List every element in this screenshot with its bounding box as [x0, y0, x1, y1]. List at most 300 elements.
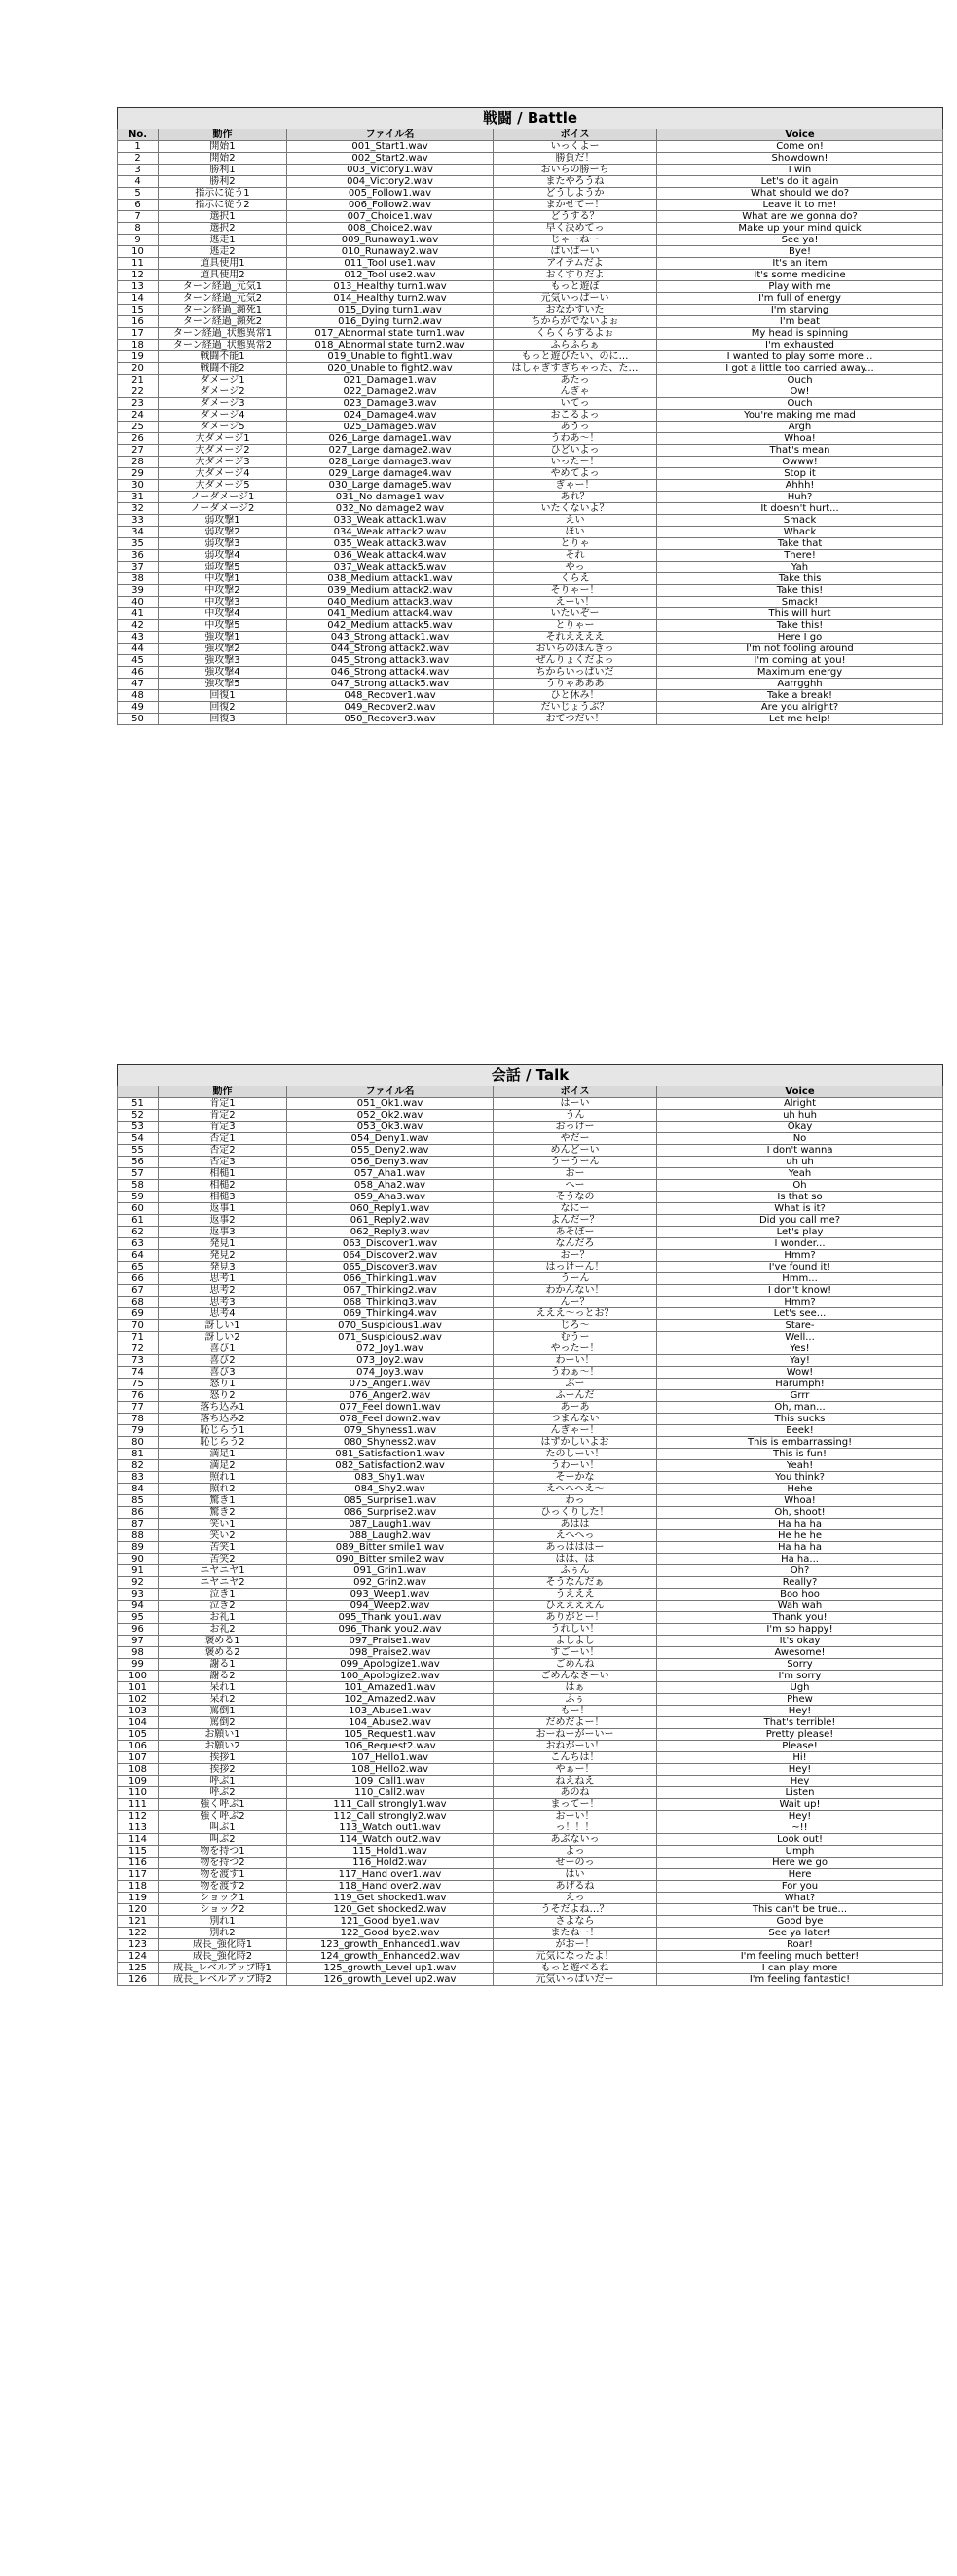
action-cell: ショック2 [159, 1904, 287, 1916]
voice-en-cell: Smack! [657, 597, 943, 608]
action-cell: 苦笑2 [159, 1554, 287, 1565]
voice-en-cell: Well... [657, 1332, 943, 1343]
voice-jp-cell: ばいばーい [494, 246, 657, 258]
row-number: 74 [118, 1367, 159, 1379]
voice-en-cell: Hmm... [657, 1273, 943, 1285]
voice-en-cell: I'm exhausted [657, 340, 943, 351]
voice-en-cell: What? [657, 1893, 943, 1904]
row-number: 50 [118, 714, 159, 725]
row-number: 47 [118, 679, 159, 690]
voice-jp-cell: なにー [494, 1203, 657, 1215]
voice-jp-cell: えーい！ [494, 597, 657, 608]
table-row [118, 1542, 943, 1554]
row-number: 21 [118, 375, 159, 386]
voice-en-cell: Yay! [657, 1355, 943, 1367]
action-cell: 泣き2 [159, 1601, 287, 1612]
row-number: 43 [118, 632, 159, 644]
action-cell: ターン経過_元気2 [159, 293, 287, 305]
voice-en-cell: Wow! [657, 1367, 943, 1379]
filename-cell: 036_Weak attack4.wav [287, 550, 494, 562]
action-cell: 笑い1 [159, 1519, 287, 1530]
table-row [118, 679, 943, 690]
table-row [118, 305, 943, 316]
filename-cell: 107_Hello1.wav [287, 1752, 494, 1764]
row-number: 104 [118, 1717, 159, 1729]
table-row [118, 608, 943, 620]
action-cell: 落ち込み1 [159, 1402, 287, 1414]
table-row [118, 1390, 943, 1402]
table-row [118, 632, 943, 644]
filename-cell: 124_growth_Enhanced2.wav [287, 1951, 494, 1963]
voice-en-cell: Let's see... [657, 1308, 943, 1320]
row-number: 121 [118, 1916, 159, 1928]
row-number: 56 [118, 1157, 159, 1168]
voice-en-cell: Awesome! [657, 1647, 943, 1659]
row-number: 111 [118, 1799, 159, 1811]
voice-en-cell: Ha ha ha [657, 1542, 943, 1554]
voice-jp-cell: はぁ [494, 1682, 657, 1694]
voice-jp-cell: どうする？ [494, 211, 657, 223]
voice-en-cell: I'm sorry [657, 1671, 943, 1682]
table-row [118, 1846, 943, 1858]
action-cell: 肯定1 [159, 1098, 287, 1110]
filename-cell: 063_Discover1.wav [287, 1238, 494, 1250]
voice-jp-cell: ありがとー！ [494, 1612, 657, 1624]
action-cell: 強く呼ぶ2 [159, 1811, 287, 1822]
table-row [118, 165, 943, 176]
voice-en-cell: Take a break! [657, 690, 943, 702]
action-cell: 挨拶1 [159, 1752, 287, 1764]
filename-cell: 012_Tool use2.wav [287, 270, 494, 281]
action-cell: 肯定3 [159, 1122, 287, 1133]
table-row [118, 433, 943, 445]
header-voice-jp: ボイス [494, 129, 657, 141]
voice-jp-cell: よっ [494, 1846, 657, 1858]
action-cell: 恥じらう2 [159, 1437, 287, 1449]
row-number: 92 [118, 1577, 159, 1589]
voice-en-cell: Oh, shoot! [657, 1507, 943, 1519]
action-cell: 叫ぶ2 [159, 1834, 287, 1846]
filename-cell: 034_Weak attack2.wav [287, 527, 494, 538]
voice-en-cell: Take this! [657, 585, 943, 597]
table-row [118, 1764, 943, 1776]
voice-en-cell: Stop it [657, 468, 943, 480]
filename-cell: 032_No damage2.wav [287, 503, 494, 515]
voice-jp-cell: うん [494, 1110, 657, 1122]
table-row [118, 1589, 943, 1601]
table-row [118, 1951, 943, 1963]
voice-en-cell: This is embarrassing! [657, 1437, 943, 1449]
voice-en-cell: No [657, 1133, 943, 1145]
voice-en-cell: There! [657, 550, 943, 562]
filename-cell: 008_Choice2.wav [287, 223, 494, 235]
action-cell: ノーダメージ2 [159, 503, 287, 515]
voice-en-cell: I can play more [657, 1963, 943, 1974]
voice-en-cell: Ow! [657, 386, 943, 398]
table-row [118, 1869, 943, 1881]
filename-cell: 119_Get shocked1.wav [287, 1893, 494, 1904]
filename-cell: 080_Shyness2.wav [287, 1437, 494, 1449]
voice-jp-cell: アイテムだよ [494, 258, 657, 270]
table-row [118, 597, 943, 608]
voice-en-cell: Wait up! [657, 1799, 943, 1811]
row-number: 58 [118, 1180, 159, 1192]
voice-en-cell: Please! [657, 1741, 943, 1752]
filename-cell: 001_Start1.wav [287, 141, 494, 153]
filename-cell: 049_Recover2.wav [287, 702, 494, 714]
filename-cell: 016_Dying turn2.wav [287, 316, 494, 328]
row-number: 123 [118, 1939, 159, 1951]
table-row [118, 538, 943, 550]
action-cell: 勝利2 [159, 176, 287, 188]
row-number: 9 [118, 235, 159, 246]
voice-en-cell: Hi! [657, 1752, 943, 1764]
action-cell: 道具使用1 [159, 258, 287, 270]
voice-jp-cell: ひっくりした！ [494, 1507, 657, 1519]
action-cell: 成長_強化時2 [159, 1951, 287, 1963]
action-cell: 苦笑1 [159, 1542, 287, 1554]
battle-table-body [118, 141, 943, 725]
row-number: 93 [118, 1589, 159, 1601]
filename-cell: 123_growth_Enhanced1.wav [287, 1939, 494, 1951]
voice-en-cell: This can't be true... [657, 1904, 943, 1916]
voice-jp-cell: はっけーん！ [494, 1262, 657, 1273]
table-row [118, 1729, 943, 1741]
table-row [118, 1215, 943, 1227]
voice-en-cell: Look out! [657, 1834, 943, 1846]
action-cell: 別れ1 [159, 1916, 287, 1928]
filename-cell: 053_Ok3.wav [287, 1122, 494, 1133]
table-row [118, 620, 943, 632]
table-row [118, 1157, 943, 1168]
filename-cell: 027_Large damage2.wav [287, 445, 494, 457]
table-row [118, 515, 943, 527]
filename-cell: 006_Follow2.wav [287, 200, 494, 211]
table-row [118, 363, 943, 375]
voice-jp-cell: とりゃー [494, 620, 657, 632]
voice-jp-cell: むうー [494, 1332, 657, 1343]
voice-jp-cell: やっ [494, 562, 657, 573]
voice-jp-cell: くらくらするよぉ [494, 328, 657, 340]
row-number: 54 [118, 1133, 159, 1145]
filename-cell: 043_Strong attack1.wav [287, 632, 494, 644]
action-cell: 謝る1 [159, 1659, 287, 1671]
action-cell: 笑い2 [159, 1530, 287, 1542]
voice-en-cell: Here we go [657, 1858, 943, 1869]
voice-en-cell: See ya! [657, 235, 943, 246]
row-number: 78 [118, 1414, 159, 1425]
row-number: 53 [118, 1122, 159, 1133]
voice-en-cell: Take that [657, 538, 943, 550]
table-row [118, 1484, 943, 1495]
voice-jp-cell: ぶー [494, 1379, 657, 1390]
filename-cell: 019_Unable to fight1.wav [287, 351, 494, 363]
voice-en-cell: Boo hoo [657, 1589, 943, 1601]
voice-jp-cell: おーねーがーいー [494, 1729, 657, 1741]
row-number: 14 [118, 293, 159, 305]
voice-jp-cell: もっと遊ぼ [494, 281, 657, 293]
filename-cell: 011_Tool use1.wav [287, 258, 494, 270]
talk-table-body [118, 1098, 943, 1986]
table-row [118, 270, 943, 281]
action-cell: 開始2 [159, 153, 287, 165]
filename-cell: 110_Call2.wav [287, 1787, 494, 1799]
row-number: 68 [118, 1297, 159, 1308]
action-cell: 思考3 [159, 1297, 287, 1308]
table-row [118, 1425, 943, 1437]
voice-en-cell: I don't wanna [657, 1145, 943, 1157]
filename-cell: 014_Healthy turn2.wav [287, 293, 494, 305]
table-row [118, 1858, 943, 1869]
voice-jp-cell: ねえねえ [494, 1776, 657, 1787]
action-cell: 弱攻撃2 [159, 527, 287, 538]
action-cell: 相槌2 [159, 1180, 287, 1192]
row-number: 8 [118, 223, 159, 235]
filename-cell: 061_Reply2.wav [287, 1215, 494, 1227]
table-row [118, 1332, 943, 1343]
voice-en-cell: Oh, man... [657, 1402, 943, 1414]
voice-en-cell: Leave it to me! [657, 200, 943, 211]
voice-jp-cell: うそだよね…？ [494, 1904, 657, 1916]
action-cell: 大ダメージ4 [159, 468, 287, 480]
voice-jp-cell: いたくないよ？ [494, 503, 657, 515]
filename-cell: 126_growth_Level up2.wav [287, 1974, 494, 1986]
row-number: 60 [118, 1203, 159, 1215]
voice-en-cell: Harumph! [657, 1379, 943, 1390]
action-cell: 大ダメージ2 [159, 445, 287, 457]
voice-jp-cell: なんだろ [494, 1238, 657, 1250]
header-voice-en: Voice [657, 129, 943, 141]
voice-jp-cell: ひええええん [494, 1601, 657, 1612]
filename-cell: 095_Thank you1.wav [287, 1612, 494, 1624]
voice-en-cell: Stare- [657, 1320, 943, 1332]
table-row [118, 153, 943, 165]
voice-en-cell: Hehe [657, 1484, 943, 1495]
action-cell: 訝しい1 [159, 1320, 287, 1332]
voice-jp-cell: やめてよっ [494, 468, 657, 480]
action-cell: 強攻撃1 [159, 632, 287, 644]
voice-jp-cell: ふぅん [494, 1565, 657, 1577]
action-cell: 別れ2 [159, 1928, 287, 1939]
header-no: No. [118, 129, 159, 141]
voice-jp-cell: あっはははー [494, 1542, 657, 1554]
filename-cell: 082_Satisfaction2.wav [287, 1460, 494, 1472]
filename-cell: 100_Apologize2.wav [287, 1671, 494, 1682]
filename-cell: 009_Runaway1.wav [287, 235, 494, 246]
table-row [118, 1238, 943, 1250]
voice-jp-cell: えへへへえ～ [494, 1484, 657, 1495]
action-cell: お願い2 [159, 1741, 287, 1752]
row-number: 48 [118, 690, 159, 702]
filename-cell: 125_growth_Level up1.wav [287, 1963, 494, 1974]
voice-jp-cell: ほい [494, 527, 657, 538]
table-row [118, 1262, 943, 1273]
voice-en-cell: Come on! [657, 141, 943, 153]
voice-jp-cell: おー [494, 1168, 657, 1180]
voice-jp-cell: 元気いっぱいだー [494, 1974, 657, 1986]
row-number: 103 [118, 1706, 159, 1717]
voice-en-cell: I'm feeling fantastic! [657, 1974, 943, 1986]
action-cell: 戦闘不能2 [159, 363, 287, 375]
table-row [118, 1963, 943, 1974]
filename-cell: 054_Deny1.wav [287, 1133, 494, 1145]
action-cell: 戦闘不能1 [159, 351, 287, 363]
action-cell: ニヤニヤ2 [159, 1577, 287, 1589]
filename-cell: 083_Shy1.wav [287, 1472, 494, 1484]
row-number: 69 [118, 1308, 159, 1320]
action-cell: 強攻撃2 [159, 644, 287, 655]
action-cell: 指示に従う2 [159, 200, 287, 211]
row-number: 10 [118, 246, 159, 258]
filename-cell: 024_Damage4.wav [287, 410, 494, 422]
voice-jp-cell: ごめんなさーい [494, 1671, 657, 1682]
row-number: 32 [118, 503, 159, 515]
action-cell: 回復1 [159, 690, 287, 702]
voice-en-cell: Wah wah [657, 1601, 943, 1612]
row-number: 66 [118, 1273, 159, 1285]
filename-cell: 074_Joy3.wav [287, 1367, 494, 1379]
filename-cell: 115_Hold1.wav [287, 1846, 494, 1858]
talk-voice-table-section [117, 1064, 942, 1986]
action-cell: 開始1 [159, 141, 287, 153]
voice-jp-cell: それ [494, 550, 657, 562]
row-number: 122 [118, 1928, 159, 1939]
voice-en-cell: Sorry [657, 1659, 943, 1671]
header-filename: ファイル名 [287, 129, 494, 141]
table-row [118, 690, 943, 702]
filename-cell: 050_Recover3.wav [287, 714, 494, 725]
row-number: 107 [118, 1752, 159, 1764]
row-number: 23 [118, 398, 159, 410]
voice-jp-cell: んー？ [494, 1297, 657, 1308]
row-number: 41 [118, 608, 159, 620]
table-row [118, 1647, 943, 1659]
table-row [118, 386, 943, 398]
action-cell: 大ダメージ1 [159, 433, 287, 445]
row-number: 61 [118, 1215, 159, 1227]
row-number: 71 [118, 1332, 159, 1343]
action-cell: お礼1 [159, 1612, 287, 1624]
voice-jp-cell: おなかすいた [494, 305, 657, 316]
row-number: 99 [118, 1659, 159, 1671]
table-row [118, 1379, 943, 1390]
voice-jp-cell: へー [494, 1180, 657, 1192]
filename-cell: 057_Aha1.wav [287, 1168, 494, 1180]
row-number: 52 [118, 1110, 159, 1122]
voice-en-cell: Play with me [657, 281, 943, 293]
table-row [118, 1974, 943, 1986]
table-row [118, 527, 943, 538]
voice-en-cell: Take this [657, 573, 943, 585]
table-row [118, 1928, 943, 1939]
voice-jp-cell: うわあ～！ [494, 433, 657, 445]
voice-jp-cell: えええ～っとお？ [494, 1308, 657, 1320]
table-row [118, 1752, 943, 1764]
table-row [118, 1180, 943, 1192]
voice-jp-cell: わっ [494, 1495, 657, 1507]
voice-jp-cell: いてっ [494, 398, 657, 410]
filename-cell: 078_Feel down2.wav [287, 1414, 494, 1425]
voice-jp-cell: おてつだい！ [494, 714, 657, 725]
voice-jp-cell: おこるよっ [494, 410, 657, 422]
table-row [118, 667, 943, 679]
action-cell: ターン経過_瀕死1 [159, 305, 287, 316]
voice-jp-cell: うえええ [494, 1589, 657, 1601]
filename-cell: 098_Praise2.wav [287, 1647, 494, 1659]
voice-jp-cell: んぎゃ [494, 386, 657, 398]
table-row [118, 1893, 943, 1904]
table-row [118, 1297, 943, 1308]
voice-en-cell: I wanted to play some more... [657, 351, 943, 363]
table-row [118, 1939, 943, 1951]
filename-cell: 017_Abnormal state turn1.wav [287, 328, 494, 340]
voice-en-cell: Make up your mind quick [657, 223, 943, 235]
voice-jp-cell: どうしようか [494, 188, 657, 200]
table-row [118, 1612, 943, 1624]
row-number: 17 [118, 328, 159, 340]
row-number: 96 [118, 1624, 159, 1636]
action-cell: 思考4 [159, 1308, 287, 1320]
action-cell: 照れ2 [159, 1484, 287, 1495]
table-row [118, 1145, 943, 1157]
action-cell: 物を渡す2 [159, 1881, 287, 1893]
action-cell: 逃走2 [159, 246, 287, 258]
voice-jp-cell: さよなら [494, 1916, 657, 1928]
voice-en-cell: Is that so [657, 1192, 943, 1203]
action-cell: 成長_レベルアップ時1 [159, 1963, 287, 1974]
voice-en-cell: Ugh [657, 1682, 943, 1694]
row-number: 100 [118, 1671, 159, 1682]
header-no [118, 1086, 159, 1098]
voice-jp-cell: わーい！ [494, 1355, 657, 1367]
voice-jp-cell: ぎゃー！ [494, 480, 657, 492]
voice-en-cell: Thank you! [657, 1612, 943, 1624]
table-row [118, 1449, 943, 1460]
filename-cell: 097_Praise1.wav [287, 1636, 494, 1647]
table-row [118, 328, 943, 340]
voice-jp-cell: っ！！！ [494, 1822, 657, 1834]
voice-en-cell: Ha ha ha [657, 1519, 943, 1530]
voice-jp-cell: すごーい！ [494, 1647, 657, 1659]
filename-cell: 103_Abuse1.wav [287, 1706, 494, 1717]
action-cell: 強攻撃5 [159, 679, 287, 690]
row-number: 36 [118, 550, 159, 562]
battle-voice-table-section [117, 107, 942, 725]
header-voice-en: Voice [657, 1086, 943, 1098]
voice-jp-cell: やったー！ [494, 1343, 657, 1355]
row-number: 40 [118, 597, 159, 608]
action-cell: 挨拶2 [159, 1764, 287, 1776]
action-cell: 否定3 [159, 1157, 287, 1168]
table-row [118, 457, 943, 468]
voice-jp-cell: もー！ [494, 1706, 657, 1717]
table-row [118, 1694, 943, 1706]
voice-en-cell: It doesn't hurt... [657, 503, 943, 515]
action-cell: 物を持つ1 [159, 1846, 287, 1858]
filename-cell: 030_Large damage5.wav [287, 480, 494, 492]
row-number: 86 [118, 1507, 159, 1519]
voice-jp-cell: あそぼー [494, 1227, 657, 1238]
row-number: 75 [118, 1379, 159, 1390]
table-row [118, 1250, 943, 1262]
filename-cell: 002_Start2.wav [287, 153, 494, 165]
row-number: 117 [118, 1869, 159, 1881]
table-row [118, 410, 943, 422]
action-cell: 強く呼ぶ1 [159, 1799, 287, 1811]
filename-cell: 086_Surprise2.wav [287, 1507, 494, 1519]
action-cell: ショック1 [159, 1893, 287, 1904]
voice-jp-cell: がおー！ [494, 1939, 657, 1951]
